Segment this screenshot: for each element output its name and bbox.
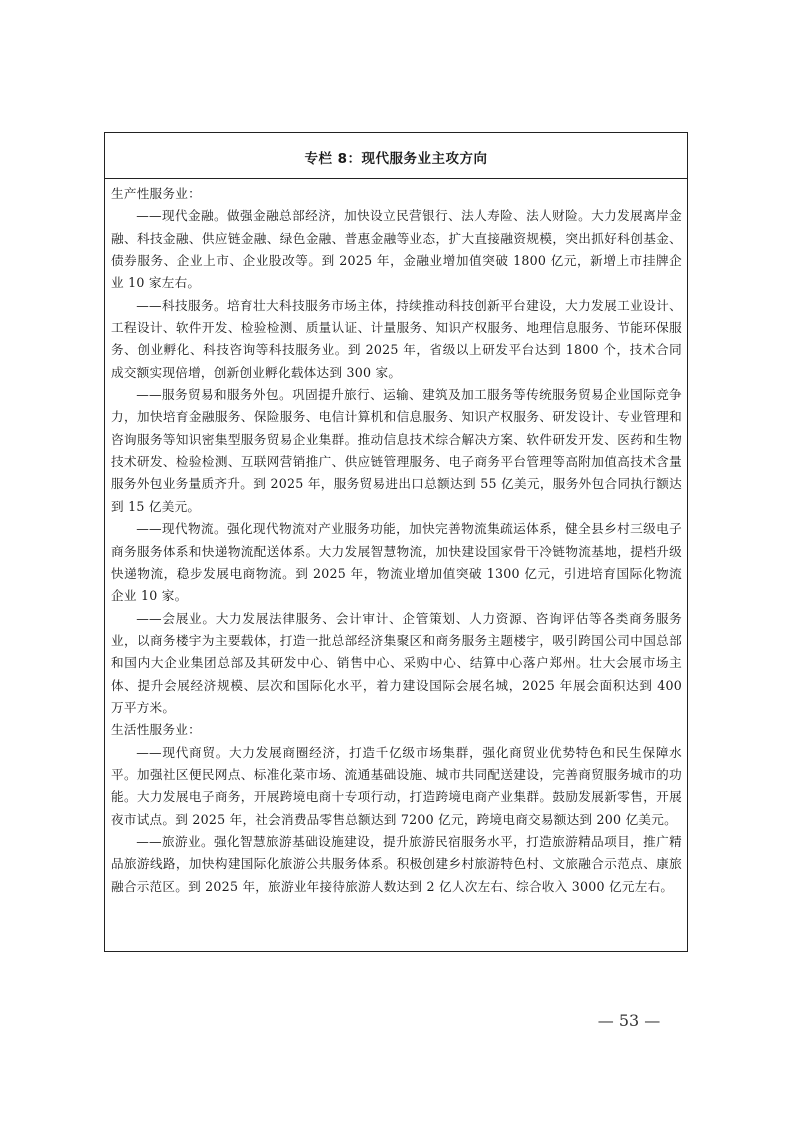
paragraph-tourism: ——旅游业。强化智慧旅游基础设施建设，提升旅游民宿服务水平，打造旅游精品项目，推广精品旅游线路，加快构建国际化旅游公共服务体系。积极创建乡村旅游特色村、文旅融合示范点、康旅融合示范区。到 2025 年，旅游业年接待旅游人数达到 2 亿人次左右、综合收入 3000 亿元左右。	[111, 833, 682, 894]
section-heading: 生产性服务业：	[111, 186, 201, 201]
section-heading: 生活性服务业：	[111, 722, 201, 738]
box-title: 专栏 8：现代服务业主攻方向	[105, 133, 687, 179]
paragraph-modern-commerce: ——现代商贸。大力发展商圈经济，打造千亿级市场集群，强化商贸业优势特色和民生保障水平。加强社区便民网点、标准化菜市场、流通基础设施、城市共同配送建设，完善商贸服务城市的功能。大力发展电子商务，开展跨境电商十专项行动，打造跨境电商产业集群。鼓励发展新零售，开展夜市试点。到 2025 年，社会消费品零售总额达到 7200 亿元，跨境电商交易额达到 200 亿美元。	[111, 744, 682, 827]
paragraph-modern-logistics: ——现代物流。强化现代物流对产业服务功能，加快完善物流集疏运体系，健全县乡村三级电子商务服务体系和快递物流配送体系。大力发展智慧物流，加快建设国家骨干冷链物流基地，提档升级快递物流，稳步发展电商物流。到 2025 年，物流业增加值突破 1300 亿元，引进培育国际化物流企业 10 家。	[111, 521, 682, 604]
paragraph-modern-finance: ——现代金融。做强金融总部经济，加快设立民营银行、法人寿险、法人财险。大力发展离岸金融、科技金融、供应链金融、绿色金融、普惠金融等业态，扩大直接融资规模，突出抓好科创基金、债券服务、企业上市、企业股改等。到 2025 年，金融业增加值突破 1800 亿元，新增上市挂牌企业 10 家左右。	[111, 208, 682, 291]
paragraph-tech-services: ——科技服务。培育壮大科技服务市场主体，持续推动科技创新平台建设，大力发展工业设计、工程设计、软件开发、检验检测、质量认证、计量服务、知识产权服务、地理信息服务、节能环保服务、创业孵化、科技咨询等科技服务业。到 2025 年，省级以上研发平台达到 1800 个，技术合同成交额实现倍增，创新创业孵化载体达到 300 家。	[111, 297, 682, 380]
paragraph-exhibition: ——会展业。大力发展法律服务、会计审计、企管策划、人力资源、咨询评估等各类商务服务业，以商务楼宇为主要载体，打造一批总部经济集聚区和商务服务主题楼宇，吸引跨国公司中国总部和国内大企业集团总部及其研发中心、销售中心、采购中心、结算中心落户郑州。壮大会展市场主体、提升会展经济规模、层次和国际化水平，着力建设国际会展名城，2025 年展会面积达到 400 万平方米。	[111, 610, 682, 715]
box-body	[105, 179, 687, 898]
feature-box	[104, 132, 688, 952]
page-number: — 53 —	[597, 1011, 661, 1030]
paragraph-service-trade: ——服务贸易和服务外包。巩固提升旅行、运输、建筑及加工服务等传统服务贸易企业国际竞争力，加快培育金融服务、保险服务、电信计算机和信息服务、知识产权服务、研发设计、专业管理和咨询服务等知识密集型服务贸易企业集群。推动信息技术综合解决方案、软件研发开发、医药和生物技术研发、检验检测、互联网营销推广、供应链管理服务、电子商务平台管理等高附加值高技术含量服务外包业务量质齐升。到 2025 年，服务贸易进出口总额达到 55 亿美元，服务外包合同执行额达到 15 亿美元。	[111, 387, 682, 514]
